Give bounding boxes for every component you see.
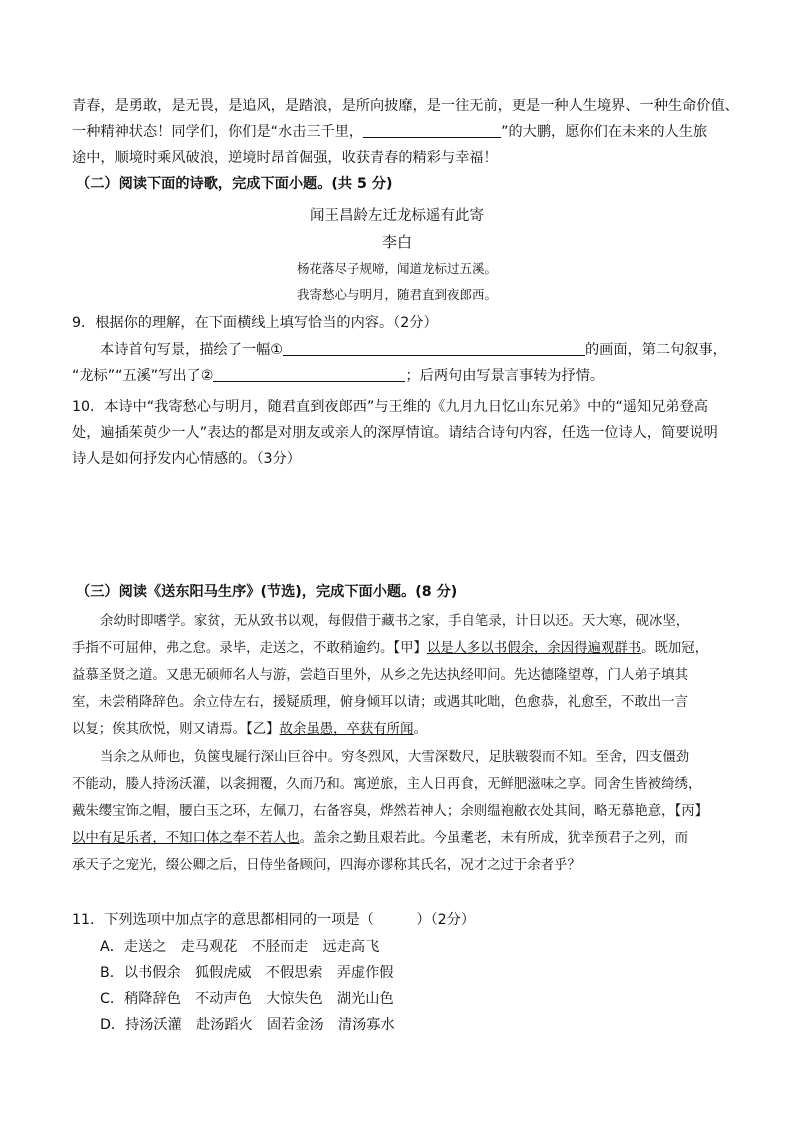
paragraph2-line-3: [72, 802, 732, 822]
q11-stem: 11．下列选项中加点字的意思都相同的一项是（ ）（2分）: [72, 912, 476, 928]
q11-option-b[interactable]: B．以书假余 狐假虎威 不假思索 弄虚作假: [100, 965, 394, 981]
passage-line-2: [72, 122, 732, 142]
underlined-sentence: 故余虽愚，卒获有所闻: [279, 722, 414, 737]
poem-line-1: 杨花落尽子规啼，闻道龙标过五溪。: [296, 261, 497, 276]
poem-title: 闻王昌龄左迁龙标遥有此寄: [310, 208, 484, 224]
underlined-sentence: 以中有足乐者，不知口体之奉不若人也: [72, 831, 300, 846]
q9-stem: 9．根据你的理解，在下面横线上填写恰当的内容。（2分）: [72, 315, 438, 331]
paragraph2-line-4: [72, 829, 732, 849]
prose-text: 。: [413, 722, 427, 737]
poem-line-2: 我寄愁心与明月，随君直到夜郎西。: [296, 287, 497, 302]
section2-heading: （二）阅读下面的诗歌，完成下面小题。(共 5 分): [76, 176, 393, 192]
paragraph1-line-3: [72, 666, 732, 686]
prose-text: 。盖余之勤且艰若此。今虽耄老，未有所成，犹幸预君子之列，而: [299, 831, 688, 846]
prose-text: 室，未尝稍降辞色。余立侍左右，援疑质理，俯身倾耳以请；或遇其叱咄，色愈恭，礼愈至，不敢出一言: [72, 695, 688, 710]
passage-line-3: 途中，顺境时乘风破浪，逆境时昂首倔强，收获青春的精彩与幸福！: [72, 150, 498, 166]
q11-option-d[interactable]: D．持汤沃灌 赴汤蹈火 固若金汤 清汤寡水: [100, 1017, 395, 1033]
q9-blank-1[interactable]: [283, 341, 585, 356]
q10-line-2: 处，遍插茱萸少一人”表达的都是对朋友或亲人的深厚情谊。请结合诗句内容，任选一位诗人，简要说明: [72, 425, 718, 441]
section3-heading: （三）阅读《送东阳马生序》(节选)，完成下面小题。(8 分): [76, 584, 458, 600]
prose-text: 承天子之宠光，缀公卿之后，日侍坐备顾问，四海亦谬称其氏名，况才之过于余者乎？: [72, 858, 581, 873]
passage-line-2-start: 一种精神状态！同学们，你们是“水击三千里，: [72, 124, 364, 140]
q9-line-2-start: “龙标”“五溪”写出了②: [72, 368, 214, 384]
poem-author: 李白: [381, 233, 412, 251]
prose-text: 益慕圣贤之道。又患无硕师名人与游，尝趋百里外，从乡之先达执经叩问。先达德隆望尊，门人弟子填其: [72, 668, 688, 683]
prose-text: 当余之从师也，负箧曳屣行深山巨谷中。穷冬烈风，大雪深数尺，足肤皲裂而不知。至舍，四支僵劲: [100, 750, 690, 765]
prose-text: 手指不可屈伸，弗之怠。录毕，走送之，不敢稍逾约。【甲】: [72, 641, 427, 656]
q9-line-1: [100, 340, 732, 360]
q11-option-a[interactable]: A．走送之 走马观花 不胫而走 远走高飞: [100, 939, 380, 955]
prose-text: 不能动，媵人持汤沃灌，以衾拥覆，久而乃和。寓逆旅，主人日再食，无鲜肥滋味之享。同舍生皆被绮绣，: [72, 777, 702, 792]
paragraph2-line-1: [100, 748, 732, 768]
paragraph1-line-2: [72, 639, 732, 659]
q9-blank-2[interactable]: [213, 367, 405, 382]
prose-text: 余幼时即嗜学。家贫，无从致书以观，每假借于藏书之家，手自笔录，计日以还。天大寒，砚冰坚，: [100, 614, 690, 629]
q9-line-2-end: ；后两句由写景言事转为抒情。: [405, 368, 605, 384]
q9-line-2: [72, 366, 732, 386]
q9-line-1-end: 的画面，第二句叙事，: [584, 342, 727, 358]
q10-line-3: 诗人是如何抒发内心情感的。（3分）: [72, 451, 301, 467]
q10-line-1: 10．本诗中“我寄愁心与明月，随君直到夜郎西”与王维的《九月九日忆山东兄弟》中的“遥知兄弟登高: [72, 399, 708, 415]
passage-line-2-end: ”的大鹏，愿你们在未来的人生旅: [501, 124, 708, 140]
paragraph1-line-5: [72, 720, 732, 740]
paragraph2-line-2: [72, 775, 732, 795]
paragraph2-line-5: [72, 856, 732, 876]
prose-text: 。既加冠，: [641, 641, 709, 656]
underlined-sentence: 以是人多以书假余，余因得遍观群书: [426, 641, 642, 656]
prose-text: 戴朱缨宝饰之帽，腰白玉之环，左佩刀，右备容臭，烨然若神人；余则缊袍敝衣处其间，略无慕艳意，【丙】: [72, 804, 709, 819]
q11-option-c[interactable]: C．稍降辞色 不动声色 大惊失色 湖光山色: [100, 991, 394, 1007]
prose-text: 以复；俟其欣悦，则又请焉。【乙】: [72, 722, 280, 737]
fill-blank-1[interactable]: [363, 123, 501, 138]
paragraph1-line-1: [100, 612, 732, 632]
paragraph1-line-4: [72, 693, 732, 713]
passage-line-1: 青春，是勇敢，是无畏，是追风，是踏浪，是所向披靡，是一往无前，更是一种人生境界、一种生命价值、: [72, 98, 739, 114]
q9-line-1-start: 本诗首句写景，描绘了一幅①: [100, 342, 283, 358]
